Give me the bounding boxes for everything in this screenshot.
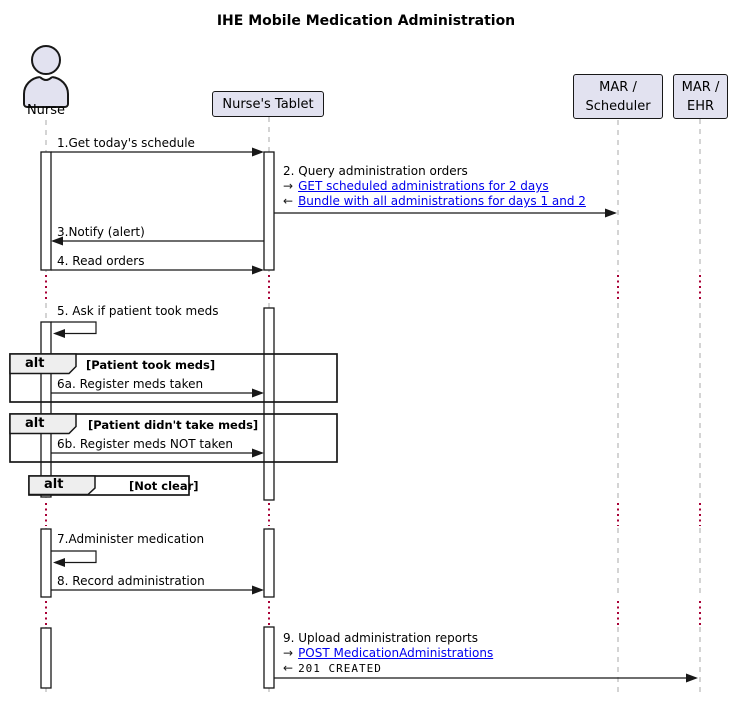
message-9-label: 9. Upload administration reports <box>283 631 479 645</box>
message-7-label: 7.Administer medication <box>57 532 205 546</box>
participant-tablet-label: Nurse's Tablet <box>222 96 314 112</box>
message-arrows <box>51 152 696 678</box>
participant-scheduler-label-line1: MAR / <box>599 79 637 95</box>
alt2-condition-label: [Patient didn't take meds] <box>88 418 259 432</box>
participant-ehr-label-line1: MAR / <box>681 79 720 95</box>
message-5-label: 5. Ask if patient took meds <box>57 304 219 318</box>
participant-tablet <box>212 91 324 117</box>
alt3-condition-label: [Not clear] <box>129 479 199 493</box>
actor-nurse-label: Nurse <box>26 103 66 118</box>
link-bundle-with-all-administrations[interactable]: Bundle with all administrations for days 1 and 2 <box>298 194 586 208</box>
message-1-label: 1.Get today's schedule <box>57 136 195 150</box>
message-4-label: 4. Read orders <box>57 254 145 268</box>
link-get-scheduled-administrations[interactable]: GET scheduled administrations for 2 days <box>298 179 549 193</box>
diagram-title: IHE Mobile Medication Administration <box>216 13 516 29</box>
message-9-response-line <box>283 661 382 676</box>
status-code-201-created: 201 CREATED <box>298 662 382 675</box>
message-2-label: 2. Query administration orders <box>283 164 468 178</box>
message-6b-label: 6b. Register meds NOT taken <box>57 437 233 451</box>
participant-ehr-label-line2: EHR <box>686 98 715 114</box>
message-2-request-line <box>283 179 549 193</box>
message-2-response-line <box>283 194 586 208</box>
tablet-activation-1 <box>264 152 274 270</box>
message-3-label: 3.Notify (alert) <box>57 225 145 239</box>
message-9-request-line <box>283 646 493 660</box>
response-arrow-icon: ← <box>283 194 294 208</box>
alt1-condition-label: [Patient took meds] <box>86 358 216 372</box>
nurse-actor-icon <box>24 45 68 108</box>
tablet-activation-4 <box>264 627 274 688</box>
nurse-activation-1 <box>41 152 51 270</box>
participant-ehr <box>673 74 728 119</box>
request-arrow-icon: → <box>283 179 294 193</box>
tablet-activation-2 <box>264 308 274 500</box>
alt2-operator-label: alt <box>25 416 45 431</box>
nurse-activation-2 <box>41 322 51 497</box>
alt1-operator-label: alt <box>25 356 45 371</box>
message-6a-label: 6a. Register meds taken <box>57 377 204 391</box>
nurse-activation-4 <box>41 628 51 688</box>
message-8-label: 8. Record administration <box>57 574 205 588</box>
alt3-operator-label: alt <box>44 477 64 492</box>
alt-frame-headers <box>10 354 95 495</box>
response-arrow-icon: ← <box>283 661 294 675</box>
link-post-medication-administrations[interactable]: POST MedicationAdministrations <box>298 646 494 660</box>
participant-scheduler <box>573 74 663 119</box>
request-arrow-icon: → <box>283 646 294 660</box>
tablet-activation-3 <box>264 529 274 597</box>
nurse-activation-3 <box>41 529 51 597</box>
participant-scheduler-label-line2: Scheduler <box>585 98 651 114</box>
message-arrowheads <box>51 148 698 683</box>
